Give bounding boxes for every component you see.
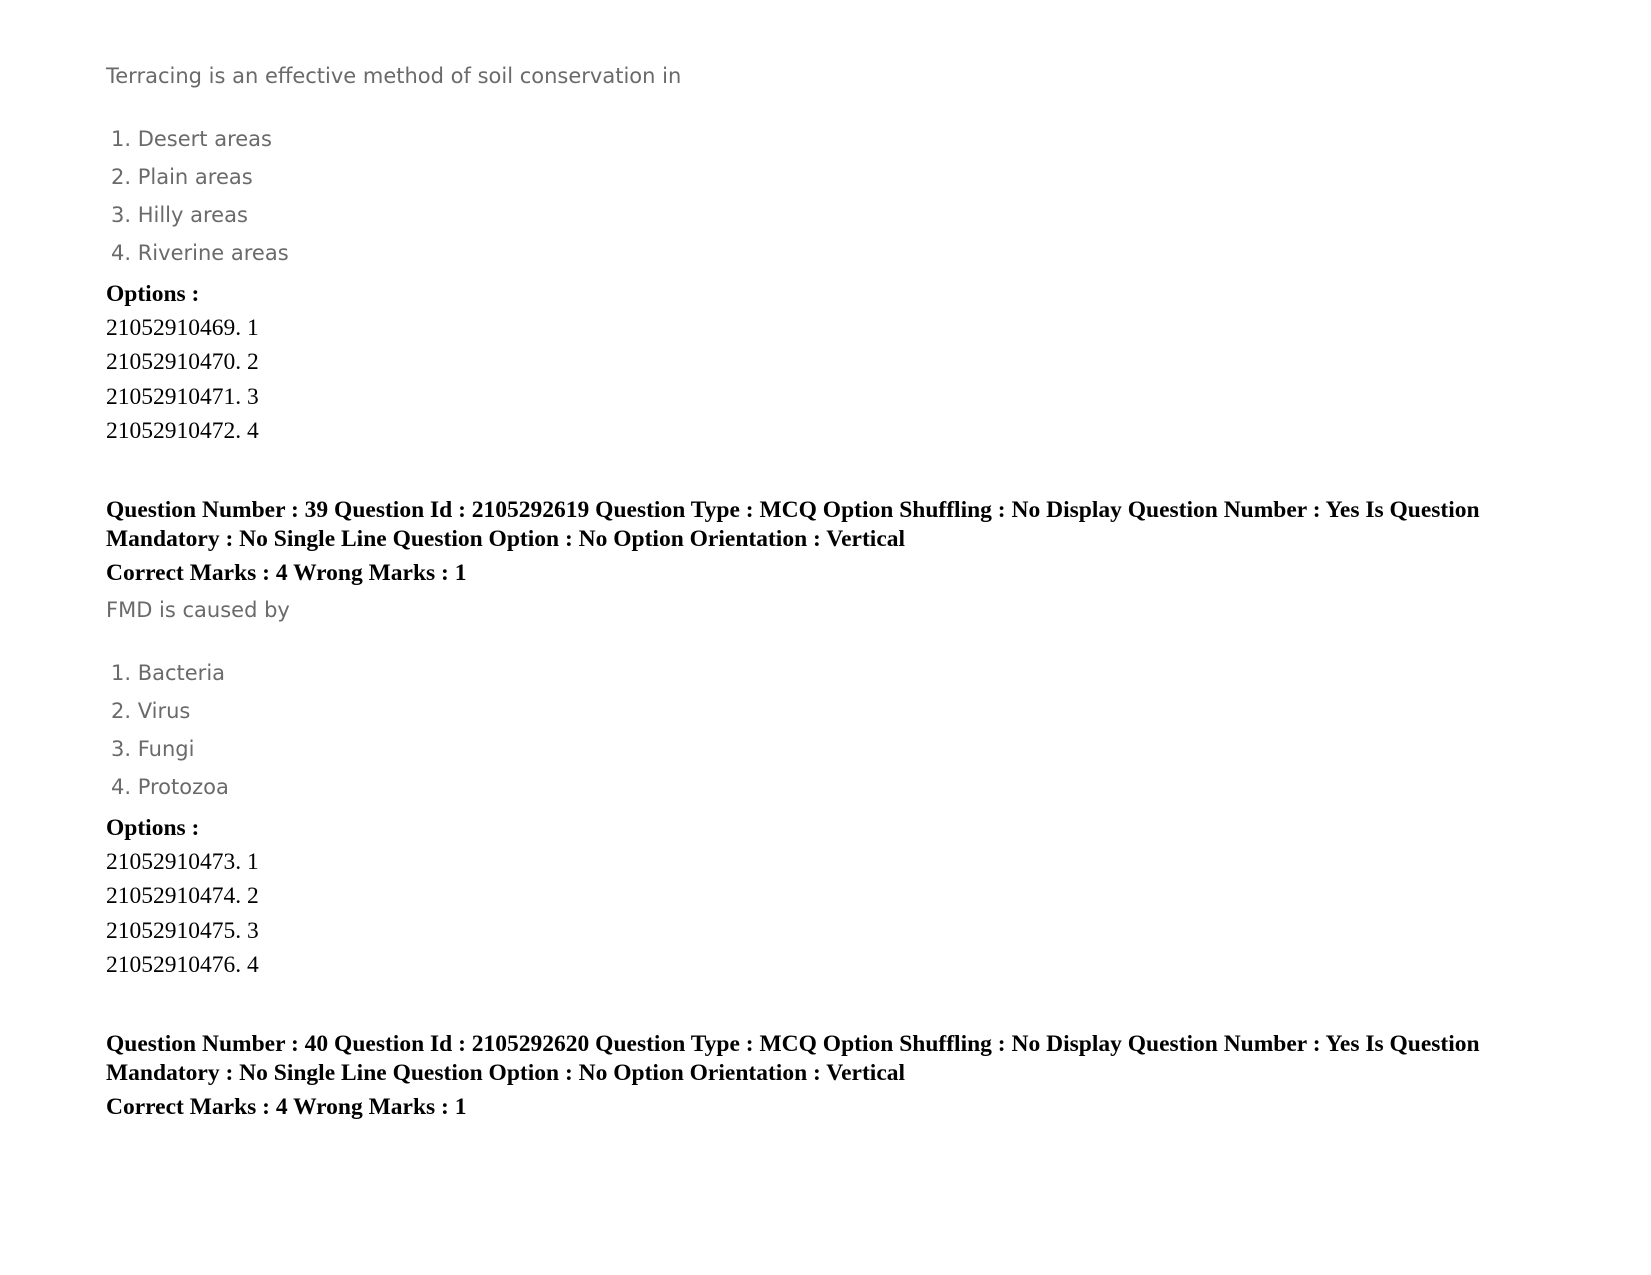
- choice-item: 3. Fungi: [111, 737, 195, 761]
- option-item: 21052910473. 1: [106, 849, 259, 875]
- option-item: 21052910469. 1: [106, 315, 259, 341]
- question-text: Terracing is an effective method of soil conservation in: [106, 64, 682, 88]
- question-header: Question Number : 39 Question Id : 2105292619 Question Type : MCQ Option Shuffling : No Display Question Number : Yes Is Question Mandatory : No Single Line Question Option : No Option Orientation : Vertical: [106, 497, 1480, 552]
- choice-item: 4. Protozoa: [111, 775, 229, 799]
- choice-item: 1. Bacteria: [111, 661, 226, 685]
- option-item: 21052910475. 3: [106, 918, 259, 944]
- question-text: FMD is caused by: [106, 598, 290, 622]
- option-item: 21052910472. 4: [106, 418, 259, 444]
- option-item: 21052910470. 2: [106, 349, 259, 375]
- options-label: Options :: [106, 281, 200, 307]
- option-item: 21052910474. 2: [106, 883, 259, 909]
- choice-item: 4. Riverine areas: [111, 241, 289, 265]
- options-label: Options :: [106, 815, 200, 841]
- question-header: Question Number : 40 Question Id : 2105292620 Question Type : MCQ Option Shuffling : No Display Question Number : Yes Is Question Mandatory : No Single Line Question Option : No Option Orientation : Vertical: [106, 1031, 1480, 1086]
- option-item: 21052910471. 3: [106, 384, 259, 410]
- choice-item: 2. Plain areas: [111, 165, 253, 189]
- marks-line: Correct Marks : 4 Wrong Marks : 1: [106, 1094, 467, 1120]
- marks-line: Correct Marks : 4 Wrong Marks : 1: [106, 560, 467, 586]
- choice-item: 3. Hilly areas: [111, 203, 248, 227]
- option-item: 21052910476. 4: [106, 952, 259, 978]
- choice-item: 1. Desert areas: [111, 127, 272, 151]
- choice-item: 2. Virus: [111, 699, 191, 723]
